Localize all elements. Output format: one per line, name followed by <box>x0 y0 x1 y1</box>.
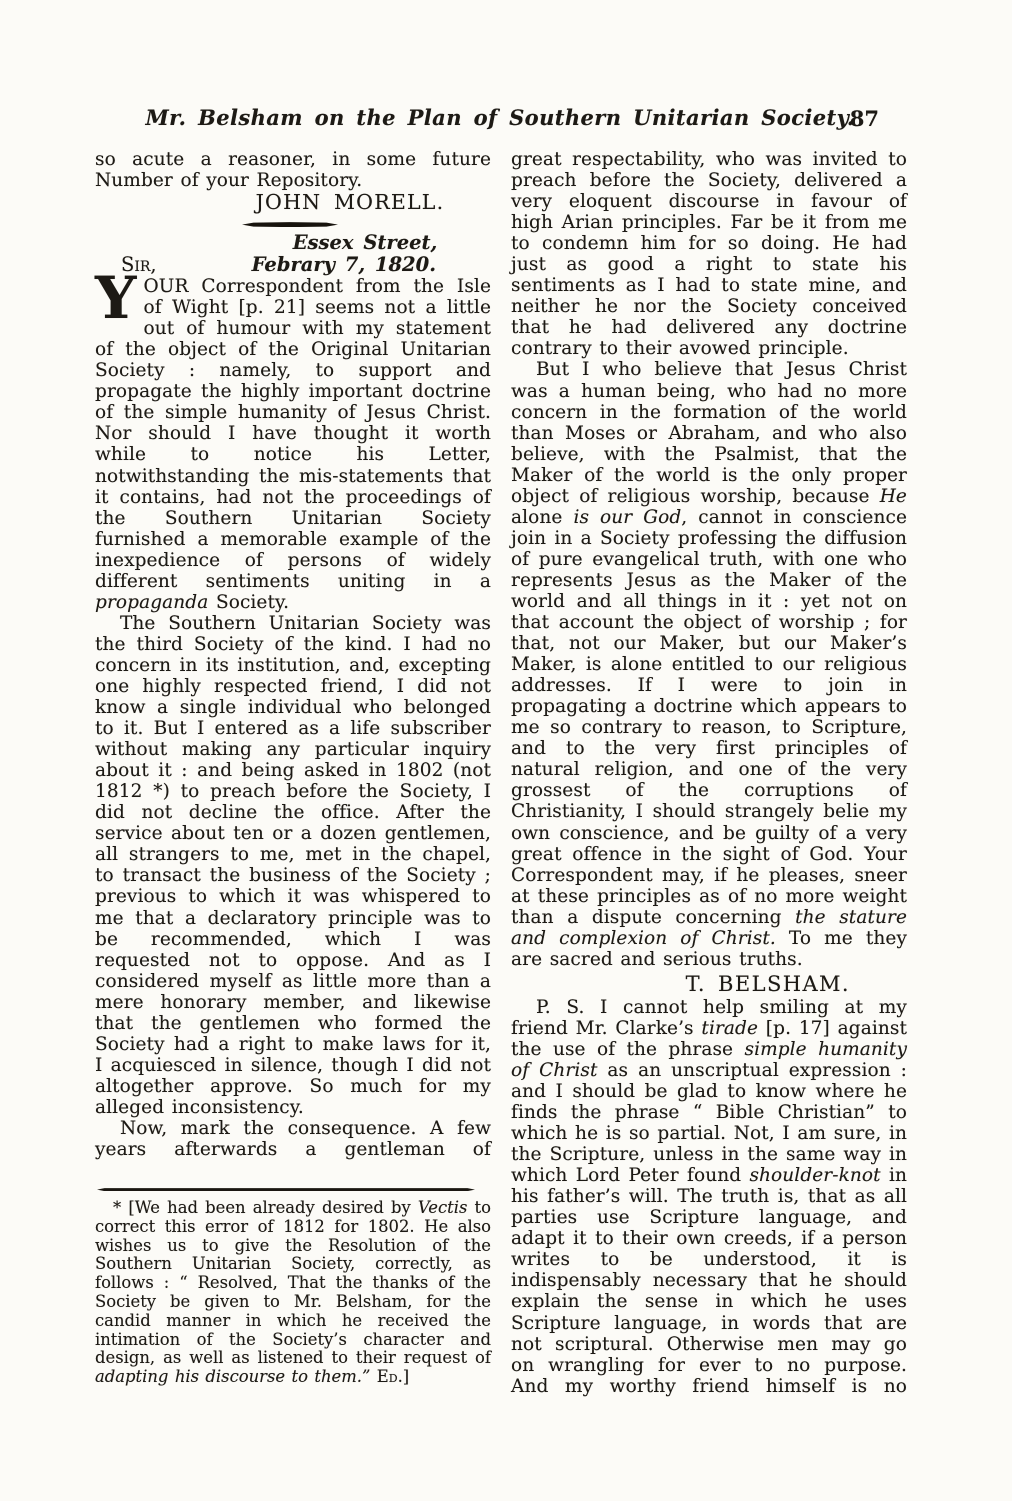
italic-phrase: He <box>879 485 907 507</box>
paragraph-text: as an unscriptual expression : and I should be glad to know where he finds the phrase “ Bible Christian” to which he is so partial. Not, I am sure, in the Scripture, unless in the same way in which Lord Peter found <box>511 1059 908 1187</box>
footnote-separator-rule <box>97 1188 475 1191</box>
right-column <box>511 149 907 1397</box>
paragraph-text: OUR Correspondent from the Isle of Wight [p. 21] seems not a little out of humour with my statement of the object of the Original Unitarian Society : namely, to support and propagate the highly important doctrine of the simple humanity of Jesus Christ. Nor should I have thought it worth while to notice his Letter, notwithstanding the mis-statements that it contains, had not the proceedings of the Southern Unitarian Society furnished a memorable example of the inexpedience of persons of widely different sentiments uniting in a <box>95 276 491 592</box>
paragraph-text: Society. <box>208 591 290 613</box>
section-divider-rule <box>242 222 338 227</box>
continuation-paragraph: so acute a reasoner, in some future Number of your Repository. <box>95 149 491 192</box>
continuation-paragraph: great respectability, who was invited to preach before the Society, delivered a very eloquent discourse in favour of high Arian principles. Far be it from me to condemn him for so doing. He had just as good a right to state his sentiments as I had to state mine, and neither he nor the Society conceived that he had delivered any doctrine contrary to their avowed principle. <box>511 149 907 360</box>
body-paragraph <box>511 359 907 969</box>
salutation: Sir, <box>121 253 157 277</box>
paragraph-text: To me they are sacred and serious truths. <box>511 927 907 970</box>
salutation-row <box>95 254 491 276</box>
italic-phrase: shoulder-knot <box>749 1165 881 1187</box>
paragraph-text: P. S. I cannot help smiling at my friend Mr. Clarke’s <box>511 996 907 1039</box>
text-columns <box>95 149 907 1397</box>
dateline-place: Essex Street, <box>292 231 438 255</box>
paragraph-text: , cannot in conscience join in a Society professing the diffusion of pure evangelical truth, with one who represents Jesus as the Maker of the world and all things in it : yet not on that account the object of worship ; for that, not our Maker, but our Maker’s Maker, is alone entitled to our religious addresses. If I were to join in propagating a doctrine which appears to me so contrary to reason, to Scripture, and to the very first principles of natural religion, and one of the very grossest of the corruptions of Christianity, I should strangely belie my own conscience, and be guilty of a very great offence in the sight of God. Your Correspondent may, if he pleases, sneer at these principles as of no more weight than a dispute concerning <box>511 506 907 928</box>
footnote-text: to correct this error of 1812 for 1802. He also wishes us to give the Resolution of the Southern Unitarian Society, correctly, as follows : “ Resolved, That the thanks of the Society be given to Mr. Belsham, for the candid manner in which he received the intimation of the Society’s character and design, as well as listened to their request of <box>95 1198 491 1368</box>
italic-phrase: simple humanity of Christ <box>511 1038 907 1081</box>
italic-phrase: tirade <box>701 1017 759 1039</box>
page-title: Mr. Belsham on the Plan of Southern Unitarian Society. <box>145 105 855 130</box>
italic-phrase: propaganda <box>95 591 209 613</box>
footnote-text: * [We had been already desired by <box>113 1198 418 1218</box>
left-column <box>95 149 491 1397</box>
paragraph-text: alone <box>511 506 574 528</box>
dateline-date: Febrary 7, 1820. <box>251 253 436 277</box>
italic-phrase: adapting his discourse to them.” <box>95 1367 371 1387</box>
paragraph-text: in his father’s will. The truth is, that as all parties use Scripture language, and adapt it to their own creeds, if a person writes to be understood, it is indispensably necessary that he should explain the sense in which he uses Scripture language, in words that are not scriptural. Otherwise men may go on wrangling for ever to no purpose. And my worthy friend himself is no <box>511 1165 907 1397</box>
footnote <box>95 1199 491 1387</box>
author-signature-belsham: T. BELSHAM. <box>685 971 850 996</box>
running-header <box>95 103 905 135</box>
paragraph-text: But I who believe that Jesus Christ was a human being, who had no more concern in the formation of the world than Moses or Abraham, and who also believe, with the Psalmist, that the Maker of the world is the only proper object of religious worship, because <box>511 359 907 507</box>
page-number: 87 <box>849 106 879 131</box>
postscript-paragraph <box>511 997 907 1397</box>
author-signature-morell: JOHN MORELL. <box>255 190 445 215</box>
drop-cap-letter: Y <box>95 264 137 333</box>
body-paragraph: The Southern Unitarian Society was the third Society of the kind. I had no concern in its institution, and, excepting one highly respected friend, I did not know a single individual who belonged to it. But I entered as a life subscriber without making any particular inquiry about it : and being asked in 1802 (not 1812 *) to preach before the Society, I did not decline the office. After the service about ten or a dozen gentlemen, all strangers to me, met in the chapel, to transact the business of the Society ; previous to which it was whispered to me that a declaratory principle was to be recommended, which I was requested not to oppose. And as I considered myself as little more than a mere honorary member, and likewise that the gentlemen who formed the Society had a right to make laws for it, I acquiesced in silence, though I did not altogether approve. So much for my alleged inconsistency. <box>95 612 491 1118</box>
paragraph-text: [p. 17] against the use of the phrase <box>511 1017 907 1060</box>
italic-phrase: the stature and complexion of Christ. <box>511 906 907 949</box>
body-paragraph: Now, mark the consequence. A few years afterwards a gentleman of <box>95 1117 491 1161</box>
editor-mark: Ed.] <box>370 1367 410 1387</box>
italic-phrase: Vectis <box>417 1198 468 1218</box>
italic-phrase: is our God <box>573 506 682 528</box>
